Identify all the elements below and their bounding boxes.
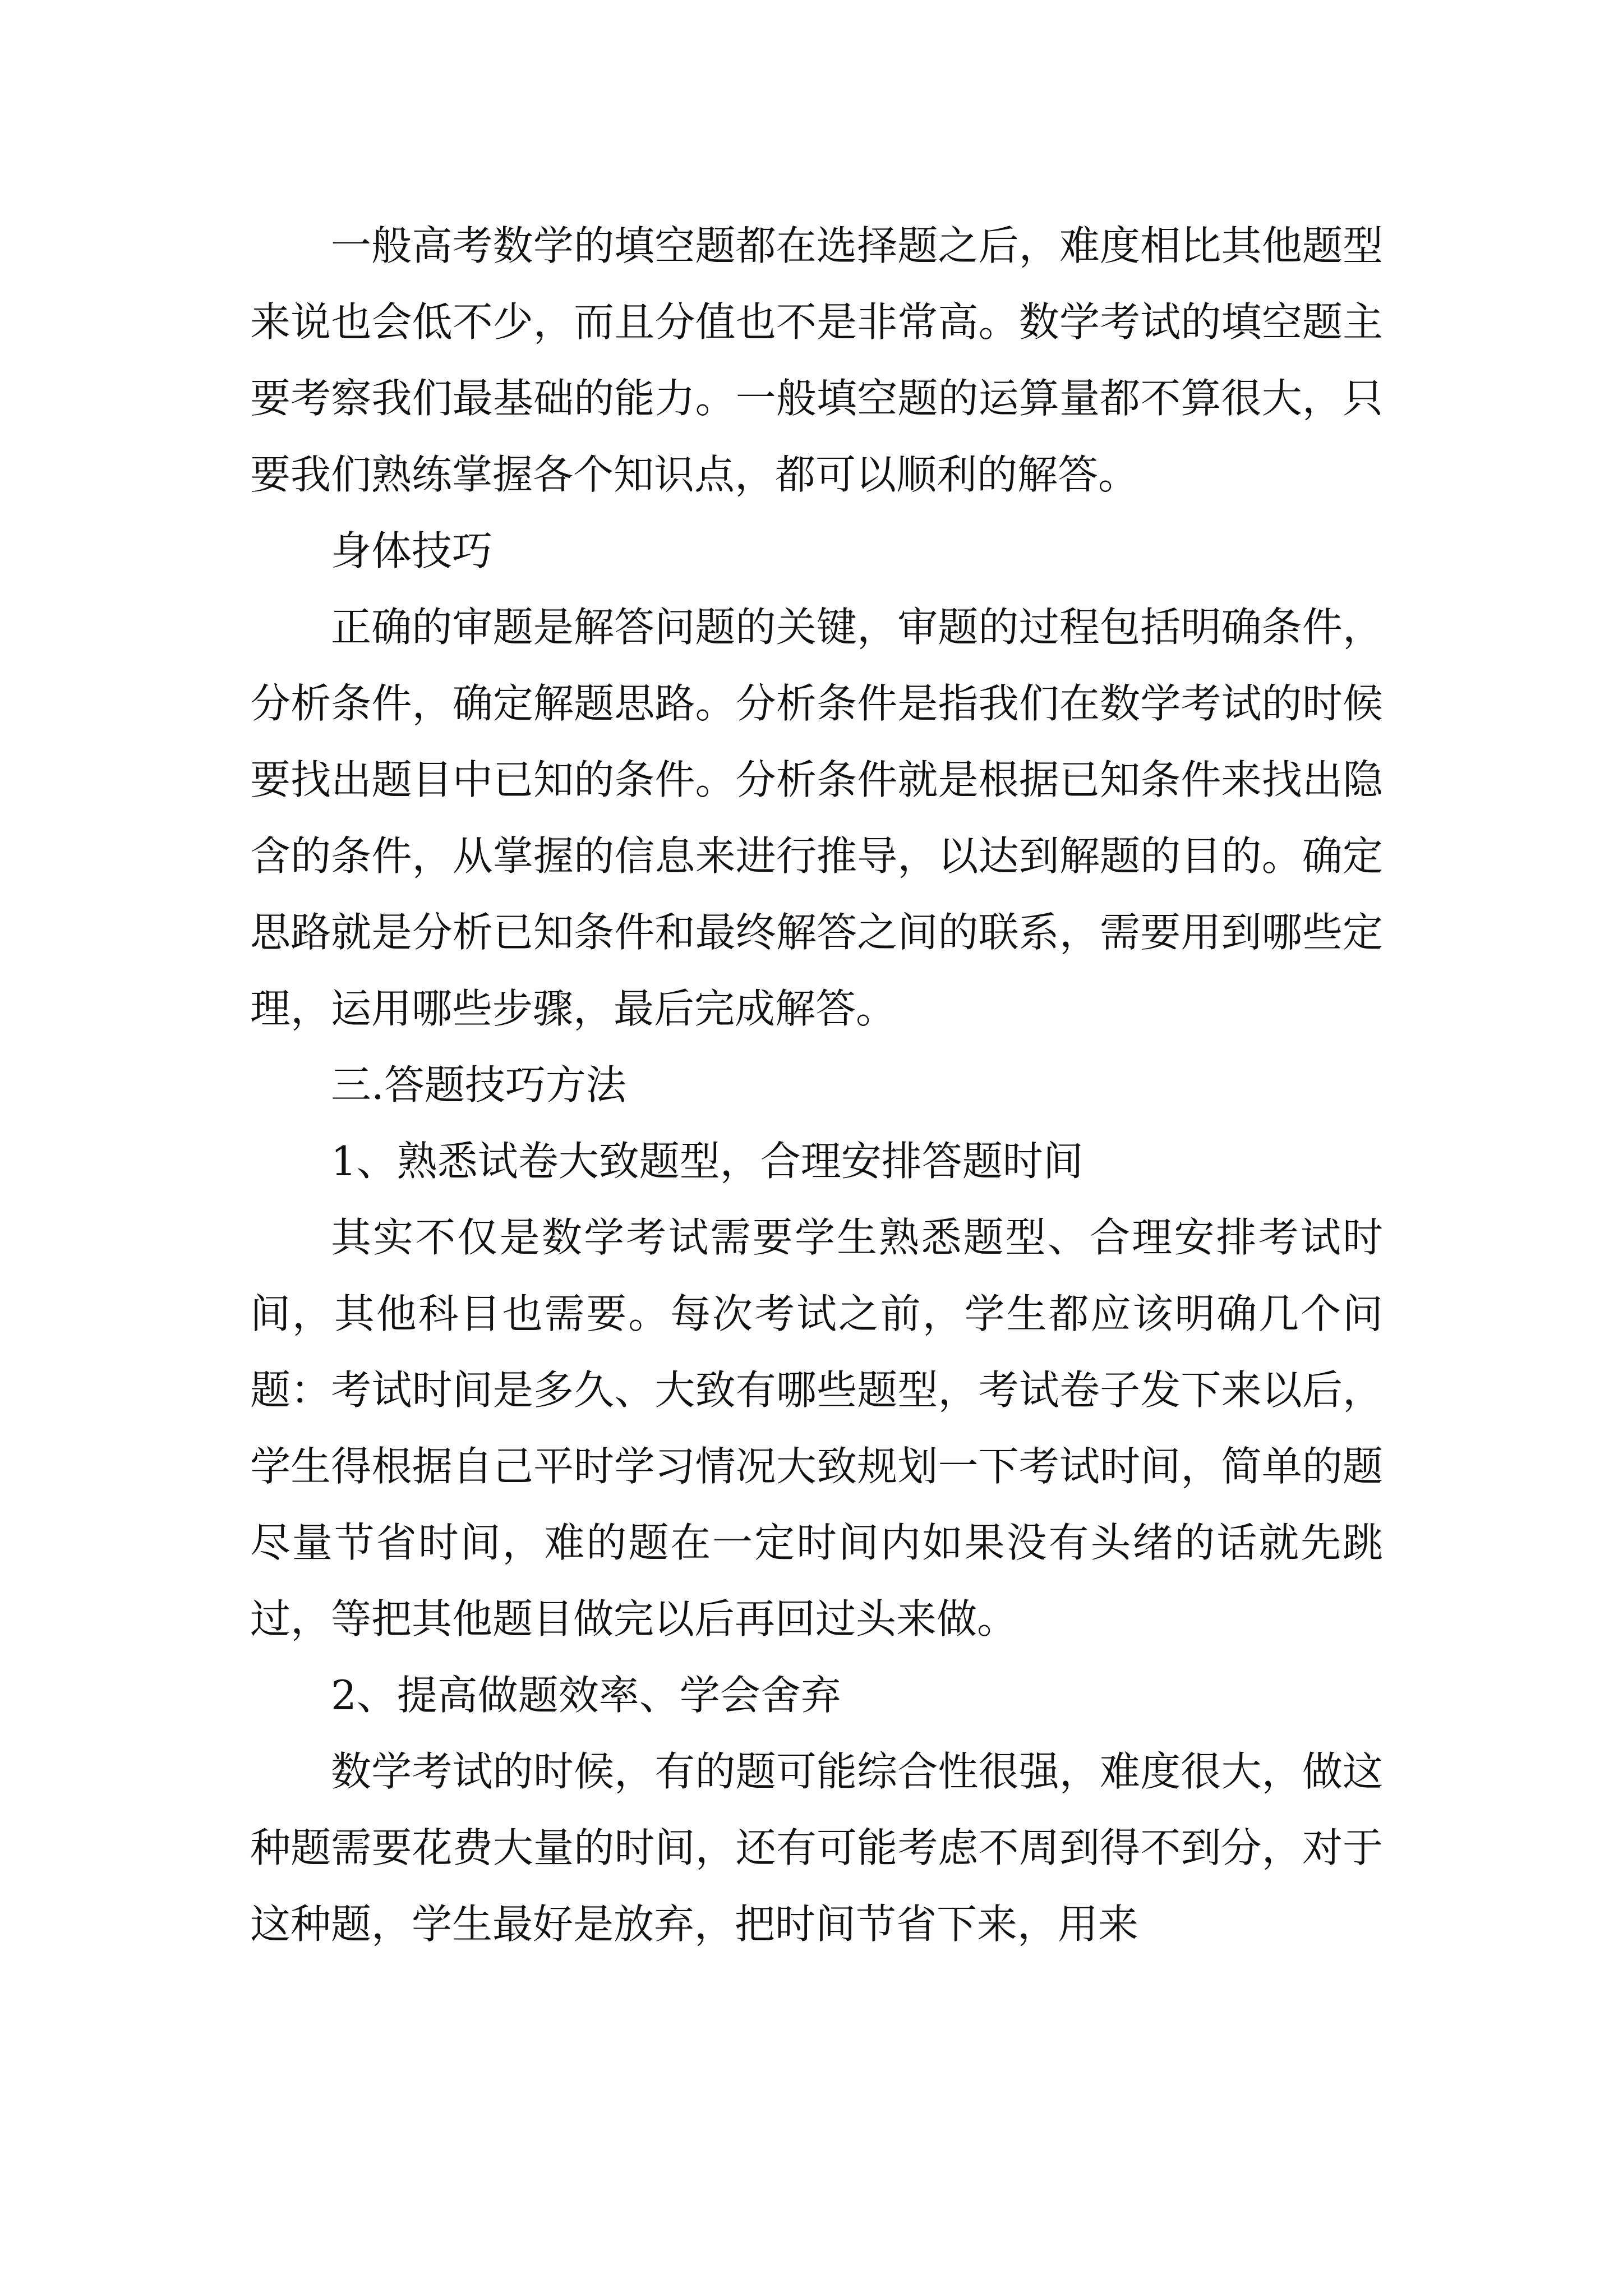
paragraph-fill-in-questions: 一般高考数学的填空题都在选择题之后，难度相比其他题型来说也会低不少，而且分值也不是非常高。数学考试的填空题主要考察我们最基础的能力。一般填空题的运算量都不算很大，只要我们熟练掌握各个知识点，都可以顺利的解答。	[250, 222, 1383, 498]
heading-answering-techniques: 三.答题技巧方法	[331, 1061, 626, 1108]
heading-body-technique: 身体技巧	[331, 527, 493, 574]
subheading-familiarize-paper: 1、熟悉试卷大致题型，合理安排答题时间	[331, 1138, 1083, 1185]
paragraph-giving-up: 数学考试的时候，有的题可能综合性很强，难度很大，做这种题需要花费大量的时间，还有可能考虑不周到得不到分，对于这种题，学生最好是放弃，把时间节省下来，用来	[250, 1748, 1383, 1948]
paragraph-time-planning: 其实不仅是数学考试需要学生熟悉题型、合理安排考试时间，其他科目也需要。每次考试之前，学生都应该明确几个问题：考试时间是多久、大致有哪些题型，考试卷子发下来以后，学生得根据自己平时学习情况大致规划一下考试时间，简单的题尽量节省时间，难的题在一定时间内如果没有头绪的话就先跳过，等把其他题目做完以后再回过头来做。	[250, 1214, 1383, 1642]
subheading-efficiency: 2、提高做题效率、学会舍弃	[331, 1672, 841, 1719]
paragraph-reading-questions: 正确的审题是解答问题的关键，审题的过程包括明确条件，分析条件，确定解题思路。分析条件是指我们在数学考试的时候要找出题目中已知的条件。分析条件就是根据已知条件来找出隐含的条件，从掌握的信息来进行推导，以达到解题的目的。确定思路就是分析已知条件和最终解答之间的联系，需要用到哪些定理，运用哪些步骤，最后完成解答。	[250, 604, 1383, 1032]
document-body	[250, 208, 1383, 1962]
